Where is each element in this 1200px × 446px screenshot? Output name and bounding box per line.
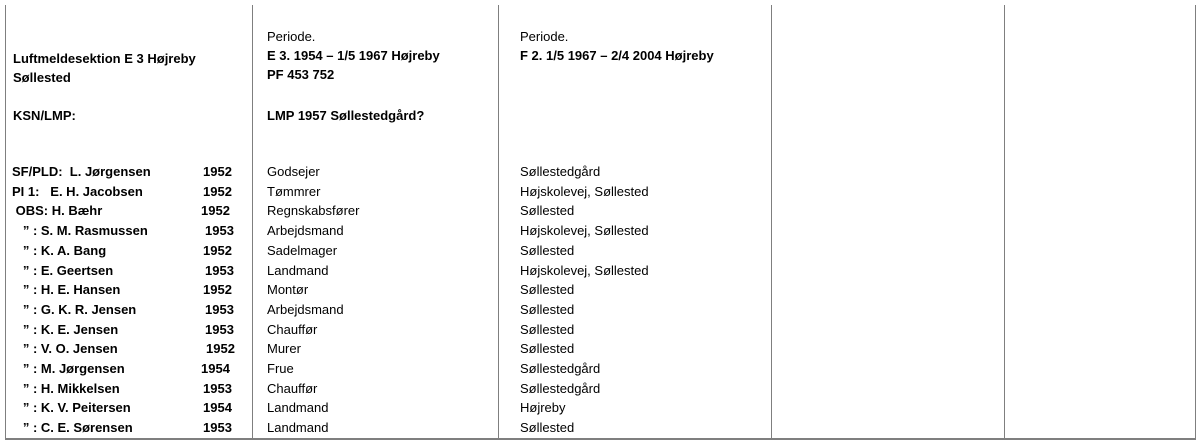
person-name: SF/PLD: L. Jørgensen (12, 164, 151, 179)
person-occupation: Frue (267, 361, 294, 376)
table-row (0, 221, 1200, 241)
ksn-label: KSN/LMP: (13, 108, 76, 123)
person-location: Søllestedgård (520, 164, 601, 179)
period-value: F 2. 1/5 1967 – 2/4 2004 Højreby (520, 48, 714, 63)
person-occupation: Chauffør (267, 321, 318, 337)
person-location: Højskolevej, Søllested (520, 223, 649, 239)
person-occupation: Godsejer (267, 164, 320, 179)
person-year: 1952 (203, 242, 232, 258)
period-label: Periode. (267, 29, 316, 44)
table-row (0, 359, 1200, 379)
section-location: Søllested (13, 70, 71, 85)
person-name: ” : K. E. Jensen (12, 321, 119, 337)
person-location: Højskolevej, Søllested (520, 183, 649, 199)
table-row (0, 280, 1200, 300)
person-name: PI 1: E. H. Jacobsen (12, 183, 143, 199)
section-title: Luftmeldesektion E 3 Højreby (13, 51, 196, 66)
person-occupation: Landmand (267, 262, 329, 278)
person-occupation: Arbejdsmand (267, 301, 344, 317)
person-location: Søllested (520, 420, 575, 436)
person-year: 1952 (203, 282, 232, 298)
person-name: ” : C. E. Sørensen (12, 420, 133, 436)
person-location: Søllested (520, 321, 575, 337)
person-occupation: Murer (267, 341, 301, 357)
person-location: Søllestedgård (520, 380, 601, 396)
pf-number: PF 453 752 (267, 67, 335, 82)
person-occupation: Landmand (267, 420, 329, 436)
person-occupation: Sadelmager (267, 242, 338, 258)
person-location: Højskolevej, Søllested (520, 262, 649, 278)
person-name: ” : E. Geertsen (12, 262, 114, 278)
person-name: ” : H. Mikkelsen (12, 380, 120, 396)
person-name: ” : K. A. Bang (12, 242, 107, 258)
person-name: ” : S. M. Rasmussen (12, 223, 148, 239)
person-year: 1953 (205, 301, 234, 317)
person-occupation: Landmand (267, 400, 329, 416)
person-location: Søllested (520, 242, 575, 258)
person-location: Søllested (520, 282, 575, 298)
person-name: ” : G. K. R. Jensen (12, 301, 137, 317)
person-location: Højreby (520, 400, 566, 416)
person-location: Søllested (520, 341, 575, 357)
person-occupation: Montør (267, 282, 309, 298)
person-year: 1952 (206, 341, 235, 357)
person-location: Søllested (520, 301, 575, 317)
person-year: 1953 (205, 262, 234, 278)
person-occupation: Arbejdsmand (267, 223, 344, 239)
person-name: OBS: H. Bæhr (12, 203, 103, 219)
period-value: E 3. 1954 – 1/5 1967 Højreby (267, 48, 440, 63)
person-occupation: Regnskabsfører (267, 203, 360, 219)
person-year: 1952 (203, 183, 232, 199)
person-location: Søllested (520, 203, 575, 219)
person-year: 1952 (201, 203, 230, 219)
person-year: 1952 (203, 164, 232, 179)
table-row (0, 398, 1200, 418)
table-row (0, 182, 1200, 202)
person-year: 1953 (205, 223, 234, 239)
person-occupation: Tømmrer (267, 183, 321, 199)
person-year: 1953 (203, 420, 232, 436)
table-row (0, 339, 1200, 359)
table-row (0, 162, 1200, 182)
table-row (0, 261, 1200, 281)
lmp-note: LMP 1957 Søllestedgård? (267, 108, 425, 123)
table-row (0, 379, 1200, 399)
person-name: ” : V. O. Jensen (12, 341, 118, 357)
period-label: Periode. (520, 29, 569, 44)
person-name: ” : M. Jørgensen (12, 361, 125, 376)
person-occupation: Chauffør (267, 380, 318, 396)
person-name: ” : H. E. Hansen (12, 282, 121, 298)
person-name: ” : K. V. Peitersen (12, 400, 131, 416)
person-year: 1953 (203, 380, 232, 396)
table-row (0, 201, 1200, 221)
person-location: Søllestedgård (520, 361, 601, 376)
person-year: 1953 (205, 321, 234, 337)
person-year: 1954 (201, 361, 230, 376)
table-row (0, 418, 1200, 438)
row-divider (5, 439, 1196, 440)
person-year: 1954 (203, 400, 232, 416)
table-row (0, 241, 1200, 261)
table-row (0, 300, 1200, 320)
table-row (0, 320, 1200, 340)
